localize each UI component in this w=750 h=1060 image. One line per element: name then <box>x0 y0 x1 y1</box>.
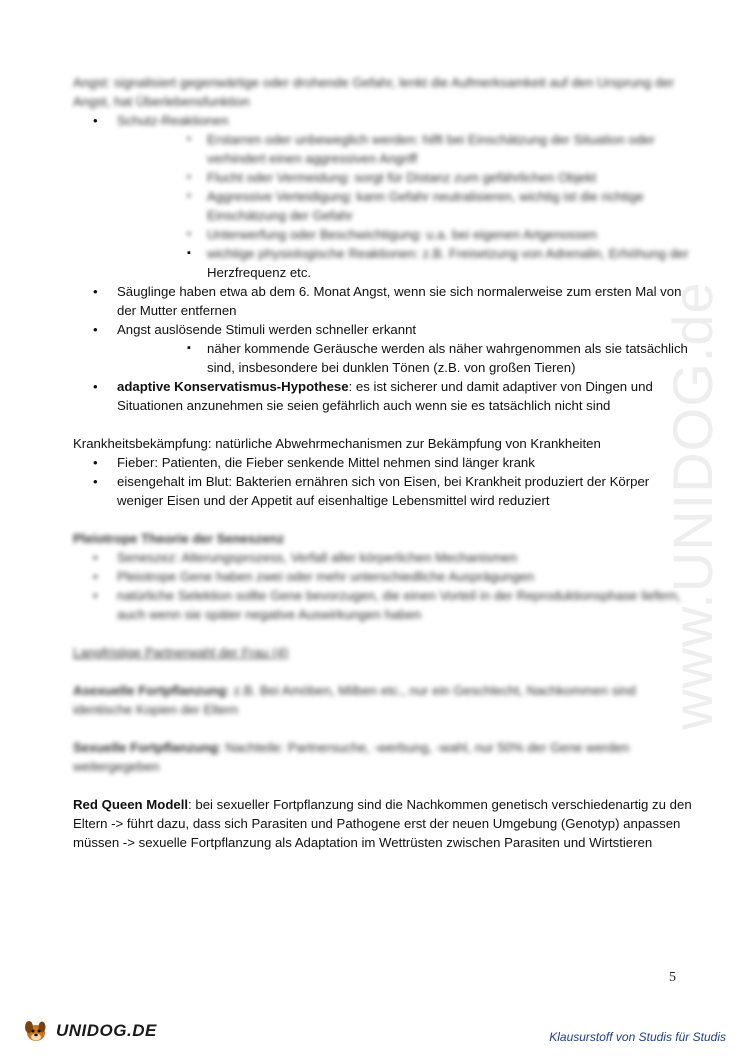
list-item: • Pleiotrope Gene haben zwei oder mehr unterschiedliche Ausprägungen <box>73 567 693 586</box>
sexuell-definition: : Nachteile: Partnersuche, -werbung, -wahl, nur 50% der Gene werden weitergegeben <box>73 740 630 774</box>
adaptive-definition: : es ist sicherer und damit adaptiver von Dingen und Situationen anzunehmen sie seien gefährlich auch wenn sie es tatsächlich nicht sind <box>117 379 653 413</box>
asexuell-paragraph <box>73 681 693 719</box>
sexuell-paragraph <box>73 738 693 776</box>
list-item: ▪ Unterwerfung oder Beschwichtigung: u.a. bei eigenen Artgenossen <box>117 225 693 244</box>
schutz-sublist <box>117 130 693 282</box>
sexuell-term: Sexuelle Fortpflanzung <box>73 740 219 755</box>
stimuli-text: Angst auslösende Stimuli werden schneller erkannt <box>117 322 417 337</box>
angst-intro: Angst: signalisiert gegenwärtige oder drohende Gefahr, lenkt die Aufmerksamkeit auf den Ursprung der Angst, hat Überlebensfunktion <box>73 75 675 109</box>
redqueen-paragraph <box>73 795 693 852</box>
list-item: • Säuglinge haben etwa ab dem 6. Monat Angst, wenn sie sich normalerweise zum ersten Mal von der Mutter entfernen <box>73 282 693 320</box>
watermark: www.UNIDOG.de <box>661 281 724 730</box>
asexuell-definition: : z.B. Bei Amöben, Milben etc., nur ein Geschlecht, Nachkommen sind identische Kopien der Eltern <box>73 683 636 717</box>
pleiotrop-title: Pleiotrope Theorie der Seneszenz <box>73 531 285 546</box>
list-item <box>73 111 693 282</box>
adaptive-term: adaptive Konservatismus-Hypothese <box>117 379 349 394</box>
footer-logo <box>22 1018 157 1044</box>
redqueen-definition: : bei sexueller Fortpflanzung sind die Nachkommen genetisch verschiedenartig zu den Eltern -> führt dazu, dass sich Parasiten und Pathogene erst der neuen Umgebung (Genotyp) anpassen müssen -> sexuelle Fortpflanzung als Adaptation im Wettrüsten zwischen Parasiten und Wirtstieren <box>73 797 692 850</box>
krankheit-list <box>73 453 693 510</box>
page-number: 5 <box>669 970 676 985</box>
krankheit-intro: Krankheitsbekämpfung: natürliche Abwehrmechanismen zur Bekämpfung von Krankheiten <box>73 436 601 451</box>
document-body <box>73 73 693 852</box>
physio-text-clear: Herzfrequenz etc. <box>207 265 312 280</box>
list-item: • Seneszez: Alterungsprozess, Verfall aller körperlichen Mechanismen <box>73 548 693 567</box>
footer-tagline: Klausurstoff von Studis für Studis <box>549 1030 726 1044</box>
asexuell-term: Asexuelle Fortpflanzung <box>73 683 227 698</box>
list-item <box>73 377 693 415</box>
schutz-label: Schutz-Reaktionen <box>117 113 229 128</box>
pleiotrop-list <box>73 548 693 624</box>
angst-list <box>73 111 693 415</box>
list-item: • eisengehalt im Blut: Bakterien ernähren sich von Eisen, bei Krankheit produziert der Körper weniger Eisen und der Appetit auf eisenhaltige Lebensmittel wird reduziert <box>73 472 693 510</box>
list-item: ▪ Flucht oder Vermeidung: sorgt für Distanz zum gefährlichen Objekt <box>117 168 693 187</box>
list-item: • natürliche Selektion sollte Gene bevorzugen, die einen Vorteil in der Reproduktionsphase liefern, auch wenn sie später negative Auswirkungen haben <box>73 586 693 624</box>
list-item <box>117 244 693 282</box>
logo-text: UNIDOG.DE <box>56 1021 157 1040</box>
list-item: ▪ Erstarren oder unbeweglich werden: hilft bei Einschätzung der Situation oder verhindert einen aggressiven Angriff <box>117 130 693 168</box>
physio-text-blurred: wichtige physiologische Reaktionen: z.B. Freisetzung von Adrenalin, Erhöhung der <box>207 246 689 261</box>
partnerwahl-title: Langfristige Partnerwahl der Frau (4) <box>73 645 289 660</box>
list-item: ▪ näher kommende Geräusche werden als näher wahrgenommen als sie tatsächlich sind, insbesondere bei dunklen Tönen (z.B. von großen Tieren) <box>117 339 693 377</box>
list-item: ▪ Aggressive Verteidigung: kann Gefahr neutralisieren, wichtig ist die richtige Einschätzung der Gefahr <box>117 187 693 225</box>
stimuli-sublist <box>117 339 693 377</box>
list-item: • Fieber: Patienten, die Fieber senkende Mittel nehmen sind länger krank <box>73 453 693 472</box>
redqueen-term: Red Queen Modell <box>73 797 189 812</box>
dog-mascot-icon <box>22 1018 50 1044</box>
list-item <box>73 320 693 377</box>
